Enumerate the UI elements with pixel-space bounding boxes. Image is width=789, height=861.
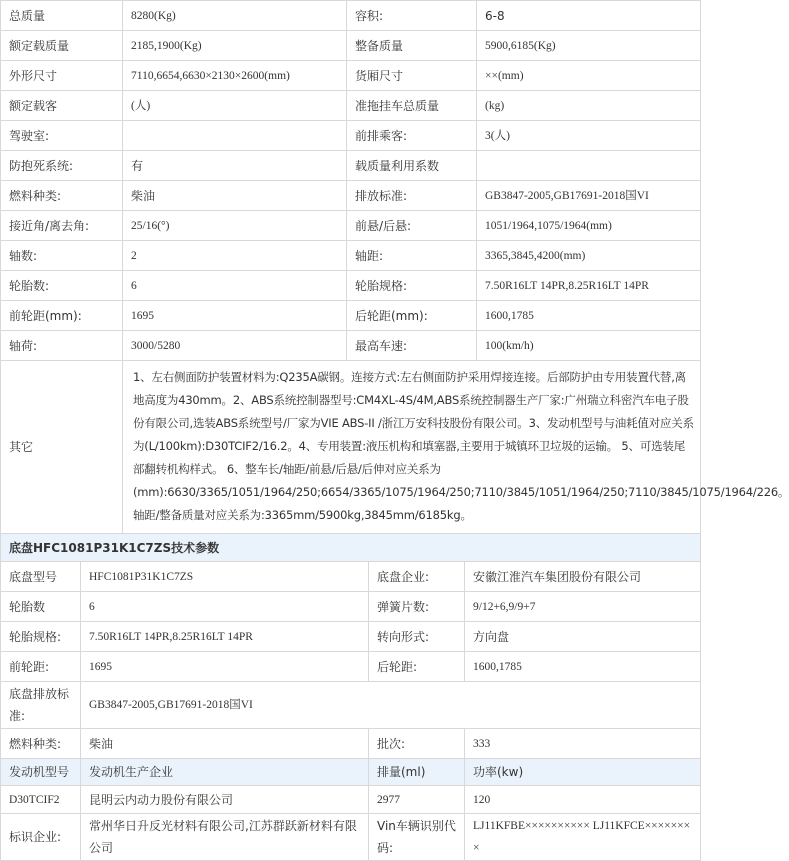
chassis-value: 柴油 xyxy=(81,729,369,759)
spec-label: 货厢尺寸 xyxy=(347,61,477,91)
spec-label: 前排乘客: xyxy=(347,121,477,151)
spec-value xyxy=(123,121,347,151)
spec-value: 3000/5280 xyxy=(123,331,347,361)
spec-value: 6 xyxy=(123,271,347,301)
spec-label: 容积: xyxy=(347,1,477,31)
spec-label: 后轮距(mm): xyxy=(347,301,477,331)
chassis-value: 9/12+6,9/9+7 xyxy=(465,592,701,622)
spec-value: (人) xyxy=(123,91,347,121)
engine-displacement: 2977 xyxy=(369,786,465,814)
chassis-value: 7.50R16LT 14PR,8.25R16LT 14PR xyxy=(81,622,369,652)
chassis-label: 前轮距: xyxy=(1,652,81,682)
spec-value: 7.50R16LT 14PR,8.25R16LT 14PR xyxy=(477,271,701,301)
spec-label: 燃料种类: xyxy=(1,181,123,211)
spec-value: ××(mm) xyxy=(477,61,701,91)
chassis-label: 底盘排放标准: xyxy=(1,682,81,729)
spec-value: 2 xyxy=(123,241,347,271)
spec-value: (kg) xyxy=(477,91,701,121)
spec-row xyxy=(1,61,701,91)
spec-label: 额定载质量 xyxy=(1,31,123,61)
chassis-row xyxy=(1,562,701,592)
spec-label: 整备质量 xyxy=(347,31,477,61)
spec-label: 总质量 xyxy=(1,1,123,31)
spec-label: 防抱死系统: xyxy=(1,151,123,181)
identity-row xyxy=(1,814,701,861)
spec-label: 前轮距(mm): xyxy=(1,301,123,331)
spec-row xyxy=(1,31,701,61)
spec-label: 载质量利用系数 xyxy=(347,151,477,181)
spec-label: 额定载客 xyxy=(1,91,123,121)
chassis-value: HFC1081P31K1C7ZS xyxy=(81,562,369,592)
spec-label: 外形尺寸 xyxy=(1,61,123,91)
spec-value xyxy=(477,151,701,181)
chassis-value: 方向盘 xyxy=(465,622,701,652)
spec-label: 最高车速: xyxy=(347,331,477,361)
spec-row xyxy=(1,241,701,271)
chassis-row xyxy=(1,652,701,682)
spec-value: 6-8 xyxy=(477,1,701,31)
spec-value: 2185,1900(Kg) xyxy=(123,31,347,61)
vin-value: LJ11KFBE×××××××××× LJ11KFCE×××××××× xyxy=(465,814,701,861)
chassis-label: 弹簧片数: xyxy=(369,592,465,622)
chassis-label: 燃料种类: xyxy=(1,729,81,759)
engine-header-row xyxy=(1,759,701,786)
other-notes-text: 1、左右侧面防护装置材料为:Q235A碳钢。连接方式:左右侧面防护采用焊接连接。后部防护由专用装置代替,离地高度为430mm。2、ABS系统控制器型号:CM4XL-4S/4M,ABS系统控制器生产厂家:广州瑞立科密汽车电子股份有限公司,选装ABS系统型号/厂家为VIE ABS-II /浙江万安科技股份有限公司。3、发动机型号与油耗值对应关系为(L/100km):D30TCIF2/16.2。4、专用装置:液压机构和填塞器,主要用于城镇环卫垃圾的运输。 5、可选装尾部翻转机构样式。 6、整车长/轴距/前悬/后悬/后伸对应关系为(mm):6630/3365/1051/1964/250;6654/3365/1075/1964/250;7110/3845/1051/1964/250;7110/3845/1075/1964/226。轴距/整备质量对应关系为:3365mm/5900kg,3845mm/6185kg。 xyxy=(123,361,701,534)
spec-value: 1695 xyxy=(123,301,347,331)
spec-value: 1600,1785 xyxy=(477,301,701,331)
vin-label: Vin车辆识别代码: xyxy=(369,814,465,861)
engine-row xyxy=(1,786,701,814)
identity-label: 标识企业: xyxy=(1,814,81,861)
chassis-section-header xyxy=(1,534,701,562)
spec-label: 准拖挂车总质量 xyxy=(347,91,477,121)
chassis-value: 6 xyxy=(81,592,369,622)
spec-label: 轴荷: xyxy=(1,331,123,361)
engine-maker-header: 发动机生产企业 xyxy=(81,759,369,786)
chassis-row xyxy=(1,622,701,652)
chassis-label: 底盘企业: xyxy=(369,562,465,592)
chassis-value: 1600,1785 xyxy=(465,652,701,682)
spec-row xyxy=(1,91,701,121)
spec-row xyxy=(1,121,701,151)
chassis-value: 1695 xyxy=(81,652,369,682)
spec-row xyxy=(1,211,701,241)
chassis-value: 安徽江淮汽车集团股份有限公司 xyxy=(465,562,701,592)
chassis-row xyxy=(1,729,701,759)
spec-value: 25/16(°) xyxy=(123,211,347,241)
spec-row xyxy=(1,151,701,181)
spec-value: 柴油 xyxy=(123,181,347,211)
other-notes-label: 其它 xyxy=(1,361,123,534)
spec-value: 1051/1964,1075/1964(mm) xyxy=(477,211,701,241)
engine-power-header: 功率(kw) xyxy=(465,759,701,786)
spec-value: 8280(Kg) xyxy=(123,1,347,31)
engine-displacement-header: 排量(ml) xyxy=(369,759,465,786)
engine-model-header: 发动机型号 xyxy=(1,759,81,786)
chassis-label: 轮胎规格: xyxy=(1,622,81,652)
spec-row xyxy=(1,181,701,211)
chassis-label: 转向形式: xyxy=(369,622,465,652)
spec-value: 5900,6185(Kg) xyxy=(477,31,701,61)
engine-maker: 昆明云内动力股份有限公司 xyxy=(81,786,369,814)
spec-label: 轴数: xyxy=(1,241,123,271)
spec-label: 轮胎规格: xyxy=(347,271,477,301)
spec-row xyxy=(1,301,701,331)
engine-power: 120 xyxy=(465,786,701,814)
spec-label: 轴距: xyxy=(347,241,477,271)
chassis-row xyxy=(1,592,701,622)
spec-value: 7110,6654,6630×2130×2600(mm) xyxy=(123,61,347,91)
spec-row xyxy=(1,271,701,301)
spec-value: 3(人) xyxy=(477,121,701,151)
spec-label: 前悬/后悬: xyxy=(347,211,477,241)
other-notes-row xyxy=(1,361,701,534)
chassis-section-title: 底盘HFC1081P31K1C7ZS技术参数 xyxy=(1,534,701,562)
chassis-value: GB3847-2005,GB17691-2018国VI xyxy=(81,682,701,729)
spec-row xyxy=(1,1,701,31)
chassis-label: 底盘型号 xyxy=(1,562,81,592)
spec-value: 100(km/h) xyxy=(477,331,701,361)
spec-label: 轮胎数: xyxy=(1,271,123,301)
spec-value: 3365,3845,4200(mm) xyxy=(477,241,701,271)
chassis-spec-table xyxy=(0,533,701,861)
chassis-label: 批次: xyxy=(369,729,465,759)
spec-value: 有 xyxy=(123,151,347,181)
chassis-label: 后轮距: xyxy=(369,652,465,682)
chassis-label: 轮胎数 xyxy=(1,592,81,622)
spec-row xyxy=(1,331,701,361)
spec-label: 排放标准: xyxy=(347,181,477,211)
chassis-value: 333 xyxy=(465,729,701,759)
spec-label: 驾驶室: xyxy=(1,121,123,151)
engine-model: D30TCIF2 xyxy=(1,786,81,814)
chassis-row xyxy=(1,682,701,729)
spec-value: GB3847-2005,GB17691-2018国VI xyxy=(477,181,701,211)
spec-label: 接近角/离去角: xyxy=(1,211,123,241)
identity-value: 常州华日升反光材料有限公司,江苏群跃新材料有限公司 xyxy=(81,814,369,861)
